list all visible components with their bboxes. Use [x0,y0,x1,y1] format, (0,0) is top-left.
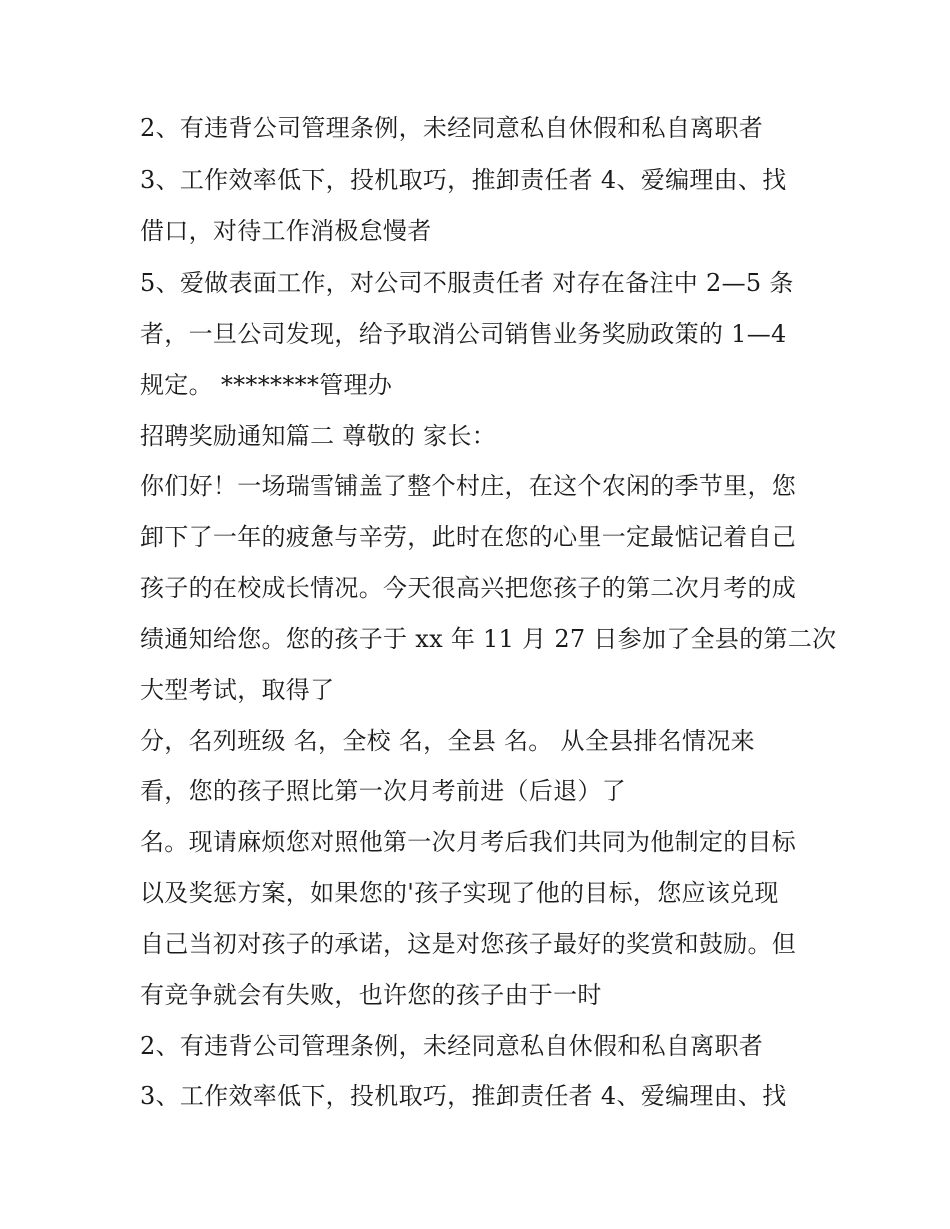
text-line: 者，一旦公司发现，给予取消公司销售业务奖励政策的 1—4 [140,320,787,348]
text-line: 分，名列班级 名，全校 名，全县 名。 从全县排名情况来 [140,727,755,755]
text-line: 5、爱做表面工作，对公司不服责任者 对存在备注中 2—5 条 [140,269,794,297]
text-line: 名。现请麻烦您对照他第一次月考后我们共同为他制定的目标 [140,828,797,856]
text-line: 有竞争就会有失败，也许您的孩子由于一时 [140,981,602,1009]
text-line: 自己当初对孩子的承诺，这是对您孩子最好的奖赏和鼓励。但 [140,930,797,958]
text-line: 3、工作效率低下，投机取巧，推卸责任者 4、爱编理由、找 [140,1082,787,1110]
text-line: 规定。 ********管理办 [140,371,393,399]
text-line: 绩通知给您。您的孩子于 xx 年 11 月 27 日参加了全县的第二次 [140,625,837,653]
text-line: 借口，对待工作消极怠慢者 [140,217,432,245]
text-line: 3、工作效率低下，投机取巧，推卸责任者 4、爱编理由、找 [140,166,787,194]
text-line: 孩子的在校成长情况。今天很高兴把您孩子的第二次月考的成 [140,574,797,602]
text-line: 卸下了一年的疲惫与辛劳，此时在您的心里一定最惦记着自己 [140,523,797,551]
text-line: 以及奖惩方案，如果您的'孩子实现了他的目标，您应该兑现 [140,879,779,907]
text-line: 你们好！一场瑞雪铺盖了整个村庄，在这个农闲的季节里，您 [140,472,797,500]
section-heading: 招聘奖励通知篇二 尊敬的 家长： [140,422,497,450]
text-line: 2、有违背公司管理条例，未经同意私自休假和私自离职者 [140,1032,764,1060]
text-line: 看，您的孩子照比第一次月考前进（后退）了 [140,777,626,805]
text-line: 大型考试，取得了 [140,676,335,704]
text-line: 2、有违背公司管理条例，未经同意私自休假和私自离职者 [140,114,764,142]
